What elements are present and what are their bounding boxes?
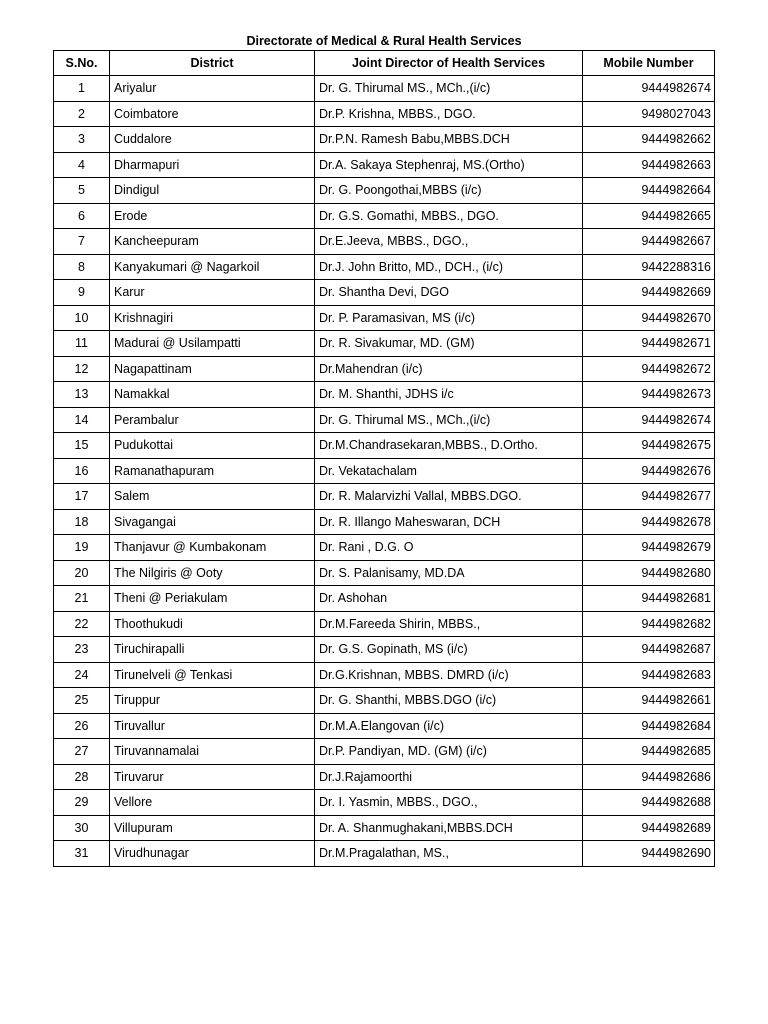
cell-mobile: 9444982663 xyxy=(583,152,715,178)
cell-joint-director: Dr. S. Palanisamy, MD.DA xyxy=(315,560,583,586)
cell-mobile: 9444982681 xyxy=(583,586,715,612)
cell-joint-director: Dr. R. Illango Maheswaran, DCH xyxy=(315,509,583,535)
cell-sno: 28 xyxy=(54,764,110,790)
cell-district: Dindigul xyxy=(110,178,315,204)
table-row xyxy=(54,127,715,153)
cell-district: Karur xyxy=(110,280,315,306)
table-row xyxy=(54,815,715,841)
cell-joint-director: Dr. M. Shanthi, JDHS i/c xyxy=(315,382,583,408)
table-row xyxy=(54,152,715,178)
cell-sno: 11 xyxy=(54,331,110,357)
cell-mobile: 9444982664 xyxy=(583,178,715,204)
cell-joint-director: Dr.Mahendran (i/c) xyxy=(315,356,583,382)
table-row xyxy=(54,356,715,382)
cell-sno: 6 xyxy=(54,203,110,229)
cell-sno: 1 xyxy=(54,76,110,102)
table-row xyxy=(54,458,715,484)
cell-sno: 3 xyxy=(54,127,110,153)
cell-mobile: 9442288316 xyxy=(583,254,715,280)
cell-joint-director: Dr. R. Sivakumar, MD. (GM) xyxy=(315,331,583,357)
cell-district: Dharmapuri xyxy=(110,152,315,178)
table-row xyxy=(54,764,715,790)
cell-joint-director: Dr. G. Poongothai,MBBS (i/c) xyxy=(315,178,583,204)
cell-district: Cuddalore xyxy=(110,127,315,153)
cell-mobile: 9444982678 xyxy=(583,509,715,535)
cell-mobile: 9444982673 xyxy=(583,382,715,408)
cell-joint-director: Dr.J. John Britto, MD., DCH., (i/c) xyxy=(315,254,583,280)
cell-district: Ramanathapuram xyxy=(110,458,315,484)
cell-mobile: 9444982669 xyxy=(583,280,715,306)
cell-sno: 8 xyxy=(54,254,110,280)
cell-sno: 16 xyxy=(54,458,110,484)
cell-joint-director: Dr.P.N. Ramesh Babu,MBBS.DCH xyxy=(315,127,583,153)
cell-district: Tiruvannamalai xyxy=(110,739,315,765)
cell-mobile: 9444982688 xyxy=(583,790,715,816)
cell-sno: 7 xyxy=(54,229,110,255)
cell-mobile: 9444982687 xyxy=(583,637,715,663)
cell-joint-director: Dr. G. Shanthi, MBBS.DGO (i/c) xyxy=(315,688,583,714)
cell-sno: 19 xyxy=(54,535,110,561)
cell-sno: 12 xyxy=(54,356,110,382)
directory-table xyxy=(53,50,715,867)
table-row xyxy=(54,560,715,586)
cell-joint-director: Dr. Shantha Devi, DGO xyxy=(315,280,583,306)
table-row xyxy=(54,433,715,459)
header-district: District xyxy=(110,51,315,76)
table-row xyxy=(54,484,715,510)
cell-district: Madurai @ Usilampatti xyxy=(110,331,315,357)
table-row xyxy=(54,229,715,255)
cell-joint-director: Dr.E.Jeeva, MBBS., DGO., xyxy=(315,229,583,255)
cell-sno: 26 xyxy=(54,713,110,739)
cell-joint-director: Dr. Vekatachalam xyxy=(315,458,583,484)
cell-sno: 2 xyxy=(54,101,110,127)
cell-joint-director: Dr.P. Krishna, MBBS., DGO. xyxy=(315,101,583,127)
cell-joint-director: Dr. G. Thirumal MS., MCh.,(i/c) xyxy=(315,407,583,433)
cell-mobile: 9444982690 xyxy=(583,841,715,867)
cell-mobile: 9444982677 xyxy=(583,484,715,510)
table-row xyxy=(54,280,715,306)
cell-district: Sivagangai xyxy=(110,509,315,535)
cell-sno: 29 xyxy=(54,790,110,816)
table-header-row xyxy=(54,51,715,76)
cell-mobile: 9444982670 xyxy=(583,305,715,331)
cell-sno: 13 xyxy=(54,382,110,408)
cell-mobile: 9444982682 xyxy=(583,611,715,637)
cell-mobile: 9444982686 xyxy=(583,764,715,790)
cell-mobile: 9444982674 xyxy=(583,76,715,102)
cell-sno: 10 xyxy=(54,305,110,331)
cell-joint-director: Dr.J.Rajamoorthi xyxy=(315,764,583,790)
table-row xyxy=(54,178,715,204)
table-row xyxy=(54,407,715,433)
table-row xyxy=(54,841,715,867)
table-row xyxy=(54,662,715,688)
cell-mobile: 9444982662 xyxy=(583,127,715,153)
cell-joint-director: Dr. G.S. Gomathi, MBBS., DGO. xyxy=(315,203,583,229)
cell-sno: 25 xyxy=(54,688,110,714)
cell-joint-director: Dr. I. Yasmin, MBBS., DGO., xyxy=(315,790,583,816)
table-row xyxy=(54,586,715,612)
table-row xyxy=(54,713,715,739)
cell-sno: 5 xyxy=(54,178,110,204)
cell-joint-director: Dr. Ashohan xyxy=(315,586,583,612)
table-row xyxy=(54,203,715,229)
table-row xyxy=(54,637,715,663)
cell-sno: 15 xyxy=(54,433,110,459)
cell-district: Ariyalur xyxy=(110,76,315,102)
cell-district: Thanjavur @ Kumbakonam xyxy=(110,535,315,561)
cell-sno: 21 xyxy=(54,586,110,612)
header-sno: S.No. xyxy=(54,51,110,76)
cell-district: Tiruppur xyxy=(110,688,315,714)
cell-mobile: 9444982661 xyxy=(583,688,715,714)
cell-joint-director: Dr.M.Pragalathan, MS., xyxy=(315,841,583,867)
cell-joint-director: Dr. A. Shanmughakani,MBBS.DCH xyxy=(315,815,583,841)
cell-mobile: 9444982683 xyxy=(583,662,715,688)
cell-district: Namakkal xyxy=(110,382,315,408)
table-row xyxy=(54,101,715,127)
cell-district: The Nilgiris @ Ooty xyxy=(110,560,315,586)
cell-mobile: 9444982672 xyxy=(583,356,715,382)
cell-mobile: 9444982676 xyxy=(583,458,715,484)
table-row xyxy=(54,254,715,280)
cell-sno: 23 xyxy=(54,637,110,663)
cell-district: Vellore xyxy=(110,790,315,816)
cell-district: Krishnagiri xyxy=(110,305,315,331)
cell-sno: 24 xyxy=(54,662,110,688)
cell-mobile: 9444982671 xyxy=(583,331,715,357)
table-row xyxy=(54,688,715,714)
cell-sno: 18 xyxy=(54,509,110,535)
cell-sno: 22 xyxy=(54,611,110,637)
cell-joint-director: Dr. Rani , D.G. O xyxy=(315,535,583,561)
cell-mobile: 9444982674 xyxy=(583,407,715,433)
cell-district: Tiruvarur xyxy=(110,764,315,790)
table-row xyxy=(54,76,715,102)
cell-district: Nagapattinam xyxy=(110,356,315,382)
cell-joint-director: Dr.M.Fareeda Shirin, MBBS., xyxy=(315,611,583,637)
cell-mobile: 9444982684 xyxy=(583,713,715,739)
table-row xyxy=(54,382,715,408)
cell-district: Villupuram xyxy=(110,815,315,841)
cell-district: Thoothukudi xyxy=(110,611,315,637)
cell-joint-director: Dr.G.Krishnan, MBBS. DMRD (i/c) xyxy=(315,662,583,688)
header-mobile: Mobile Number xyxy=(583,51,715,76)
cell-joint-director: Dr.P. Pandiyan, MD. (GM) (i/c) xyxy=(315,739,583,765)
page-title: Directorate of Medical & Rural Health Services xyxy=(246,34,522,48)
cell-sno: 20 xyxy=(54,560,110,586)
cell-joint-director: Dr. P. Paramasivan, MS (i/c) xyxy=(315,305,583,331)
cell-mobile: 9444982667 xyxy=(583,229,715,255)
table-row xyxy=(54,331,715,357)
cell-sno: 4 xyxy=(54,152,110,178)
cell-joint-director: Dr.A. Sakaya Stephenraj, MS.(Ortho) xyxy=(315,152,583,178)
table-row xyxy=(54,509,715,535)
table-row xyxy=(54,535,715,561)
cell-sno: 17 xyxy=(54,484,110,510)
cell-district: Tiruvallur xyxy=(110,713,315,739)
cell-district: Tirunelveli @ Tenkasi xyxy=(110,662,315,688)
cell-sno: 27 xyxy=(54,739,110,765)
cell-mobile: 9444982689 xyxy=(583,815,715,841)
cell-mobile: 9444982680 xyxy=(583,560,715,586)
cell-sno: 31 xyxy=(54,841,110,867)
cell-mobile: 9444982679 xyxy=(583,535,715,561)
cell-district: Kancheepuram xyxy=(110,229,315,255)
cell-district: Theni @ Periakulam xyxy=(110,586,315,612)
cell-mobile: 9444982675 xyxy=(583,433,715,459)
cell-district: Tiruchirapalli xyxy=(110,637,315,663)
cell-district: Erode xyxy=(110,203,315,229)
cell-mobile: 9444982685 xyxy=(583,739,715,765)
cell-joint-director: Dr. R. Malarvizhi Vallal, MBBS.DGO. xyxy=(315,484,583,510)
table-row xyxy=(54,790,715,816)
cell-district: Coimbatore xyxy=(110,101,315,127)
cell-joint-director: Dr.M.Chandrasekaran,MBBS., D.Ortho. xyxy=(315,433,583,459)
table-row xyxy=(54,611,715,637)
cell-sno: 30 xyxy=(54,815,110,841)
cell-district: Perambalur xyxy=(110,407,315,433)
cell-district: Salem xyxy=(110,484,315,510)
cell-district: Kanyakumari @ Nagarkoil xyxy=(110,254,315,280)
cell-district: Pudukottai xyxy=(110,433,315,459)
header-joint-director: Joint Director of Health Services xyxy=(315,51,583,76)
cell-mobile: 9498027043 xyxy=(583,101,715,127)
cell-joint-director: Dr. G. Thirumal MS., MCh.,(i/c) xyxy=(315,76,583,102)
table-row xyxy=(54,739,715,765)
cell-sno: 14 xyxy=(54,407,110,433)
cell-joint-director: Dr.M.A.Elangovan (i/c) xyxy=(315,713,583,739)
cell-district: Virudhunagar xyxy=(110,841,315,867)
table-row xyxy=(54,305,715,331)
cell-mobile: 9444982665 xyxy=(583,203,715,229)
cell-joint-director: Dr. G.S. Gopinath, MS (i/c) xyxy=(315,637,583,663)
cell-sno: 9 xyxy=(54,280,110,306)
